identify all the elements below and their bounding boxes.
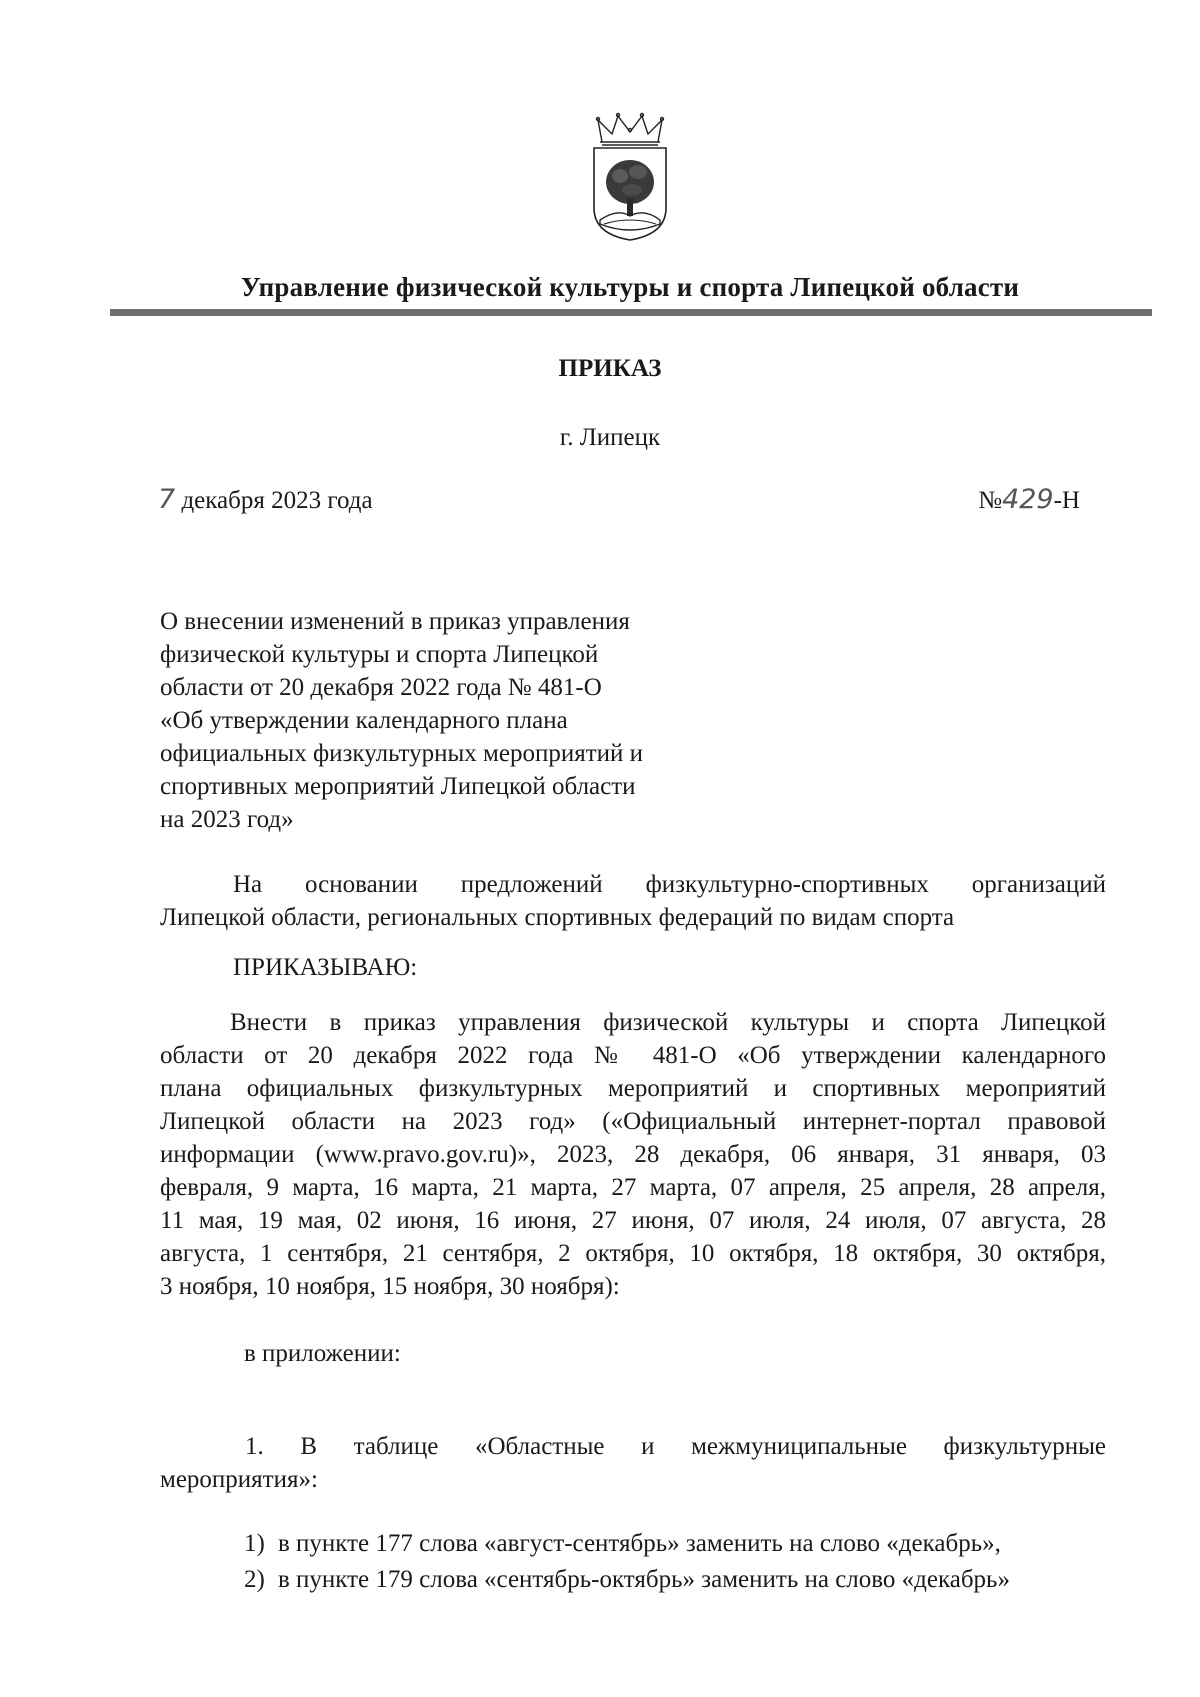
- order-basis: [160, 868, 1106, 934]
- organization-name: Управление физической культуры и спорта Липецкой области: [240, 272, 1020, 302]
- hills-shape: [600, 213, 660, 230]
- appendix-label: в приложении:: [244, 1340, 401, 1367]
- subitem-number: 2): [244, 1566, 265, 1593]
- order-subject: [160, 605, 720, 836]
- subject-line: официальных физкультурных мероприятий и: [160, 740, 644, 767]
- basis-line: Липецкой области, региональных спортивных федераций по видам спорта: [160, 904, 955, 931]
- subitem-text: в пункте 177 слова «август-сентябрь» заменить на слово «декабрь»,: [278, 1530, 1001, 1557]
- subject-line: области от 20 декабря 2022 года № 481-О: [160, 674, 602, 701]
- body-line: 11 мая, 19 мая, 02 июня, 16 июня, 27 июня, 07 июля, 24 июля, 07 августа, 28: [160, 1207, 1106, 1234]
- document-number: [978, 484, 1080, 515]
- body-line: информации (www.pravo.gov.ru)», 2023, 28 декабря, 06 января, 31 января, 03: [160, 1141, 1106, 1168]
- order-directive: ПРИКАЗЫВАЮ:: [233, 954, 418, 981]
- date-text: декабря 2023 года: [181, 487, 373, 514]
- subject-line: физической культуры и спорта Липецкой: [160, 641, 599, 668]
- point-1: [160, 1430, 1106, 1496]
- point-line: 1. В таблице «Областные и межмуниципальные физкультурные: [245, 1433, 1106, 1460]
- header-divider: [110, 309, 1152, 316]
- subitem-text: в пункте 179 слова «сентябрь-октябрь» заменить на слово «декабрь»: [278, 1566, 1010, 1593]
- document-title: ПРИКАЗ: [558, 355, 662, 382]
- oak-tree-icon: [606, 160, 654, 216]
- number-suffix: -Н: [1053, 487, 1080, 514]
- order-body: [160, 1006, 1106, 1303]
- body-line: 3 ноября, 10 ноября, 15 ноября, 30 ноября):: [160, 1273, 620, 1300]
- subitem-2: [244, 1566, 1010, 1594]
- body-line: августа, 1 сентября, 21 сентября, 2 октября, 10 октября, 18 октября, 30 октября,: [160, 1240, 1106, 1267]
- number-prefix: №: [978, 487, 1003, 514]
- body-line: февраля, 9 марта, 16 марта, 21 марта, 27 марта, 07 апреля, 25 апреля, 28 апреля,: [160, 1174, 1106, 1201]
- subitem-1: [244, 1530, 1001, 1558]
- body-line: плана официальных физкультурных мероприятий и спортивных мероприятий: [160, 1075, 1106, 1102]
- body-line: Липецкой области на 2023 год» («Официальный интернет-портал правовой: [160, 1108, 1106, 1135]
- coat-of-arms-emblem: [588, 112, 672, 242]
- crown-icon: [597, 114, 664, 146]
- document-city: г. Липецк: [559, 424, 661, 451]
- handwritten-day: 7: [158, 484, 176, 515]
- basis-line: На основании предложений физкультурно-спортивных организаций: [233, 871, 1106, 898]
- subject-line: спортивных мероприятий Липецкой области: [160, 773, 636, 800]
- body-line: Внести в приказ управления физической культуры и спорта Липецкой: [230, 1009, 1106, 1036]
- handwritten-number: 429: [1002, 484, 1054, 515]
- subject-line: О внесении изменений в приказ управления: [160, 608, 630, 635]
- document-date: [158, 484, 373, 515]
- subject-line: на 2023 год»: [160, 806, 294, 833]
- subitem-number: 1): [244, 1530, 265, 1557]
- subject-line: «Об утверждении календарного плана: [160, 707, 568, 734]
- point-line: мероприятия»:: [160, 1466, 318, 1493]
- body-line: области от 20 декабря 2022 года № 481-О «Об утверждении календарного: [160, 1042, 1106, 1069]
